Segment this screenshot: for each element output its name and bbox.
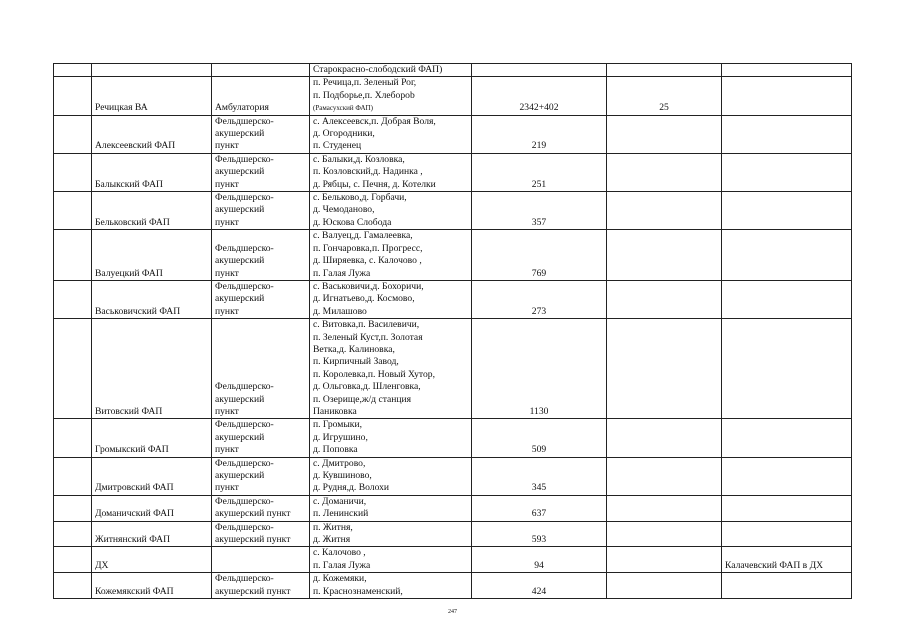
- cell-index: [54, 495, 92, 521]
- settlements-text: с. Валуец,д. Гамалеевка, п. Гончаровка,п. Прогресс, д. Ширяевка, с. Калочово , п. Галая Лужа: [313, 230, 423, 279]
- settlements-note: (Рамасухский ФАП): [313, 104, 373, 113]
- cell-population: 345: [472, 457, 607, 495]
- cell-index: [54, 153, 92, 191]
- cell-extra: [607, 115, 722, 153]
- cell-population: 1130: [472, 319, 607, 419]
- cell-name: Бельковский ФАП: [92, 192, 212, 230]
- cell-index: [54, 115, 92, 153]
- cell-settlements: [310, 495, 472, 521]
- cell-index: [54, 547, 92, 573]
- cell-population: 273: [472, 280, 607, 318]
- cell-population: 94: [472, 547, 607, 573]
- cell-note: [722, 521, 852, 547]
- cell-index: [54, 77, 92, 115]
- table-row: [54, 419, 852, 457]
- cell-extra: [607, 192, 722, 230]
- cell-settlements: [310, 419, 472, 457]
- cell-index: [54, 521, 92, 547]
- cell-settlements: [310, 521, 472, 547]
- cell-name: Алексеевский ФАП: [92, 115, 212, 153]
- settlements-text: п. Громыки, д. Игрушино, д. Поповка: [313, 419, 368, 456]
- cell-extra: 25: [607, 77, 722, 115]
- cell-note: [722, 115, 852, 153]
- cell-note: [722, 153, 852, 191]
- settlements-text: с. Балыки,д. Козловка, п. Козловский,д. Надинка , д. Рябцы, с. Печня, д. Котелки: [313, 153, 436, 190]
- cell-name: Витовский ФАП: [92, 319, 212, 419]
- cell-population: 357: [472, 192, 607, 230]
- table-body: [54, 64, 852, 599]
- cell-extra: [607, 319, 722, 419]
- cell-type: [212, 547, 310, 573]
- settlements-text: с. Калочово , п. Галая Лужа: [313, 547, 371, 571]
- cell-settlements: [310, 573, 472, 599]
- cell-extra: [607, 457, 722, 495]
- cell-extra: [607, 153, 722, 191]
- settlements-text: с. Алексеевск,п. Добрая Воля, д. Огородники, п. Студенец: [313, 115, 436, 152]
- cell-name: Кожемякский ФАП: [92, 573, 212, 599]
- cell-settlements: [310, 230, 472, 281]
- cell-type: Фельдшерско- акушерский пункт: [212, 573, 310, 599]
- cell-note: [722, 192, 852, 230]
- cell-population: 2342+402: [472, 77, 607, 115]
- cell-settlements: [310, 457, 472, 495]
- cell-type: Фельдшерско- акушерский пункт: [212, 230, 310, 281]
- cell-settlements-top: Старокрасно-слободский ФАП): [310, 64, 472, 77]
- settlements-text: с. Бельково,д. Горбачи, д. Чемоданово, д. Юскова Слобода: [313, 192, 407, 228]
- cell-note: [722, 280, 852, 318]
- cell-settlements: [310, 547, 472, 573]
- cell-type: Фельдшерско- акушерский пункт: [212, 115, 310, 153]
- cell-note: [722, 319, 852, 419]
- table-row-top: [54, 64, 852, 77]
- cell-population: 251: [472, 153, 607, 191]
- cell-type: Фельдшерско- акушерский пункт: [212, 495, 310, 521]
- cell-extra: [607, 573, 722, 599]
- cell-population: 509: [472, 419, 607, 457]
- cell-name: Валуецкий ФАП: [92, 230, 212, 281]
- cell-note: [722, 77, 852, 115]
- cell-index: [54, 419, 92, 457]
- settlements-text: п. Житня, д. Житня: [313, 521, 353, 546]
- table-row: [54, 521, 852, 547]
- cell-population: 219: [472, 115, 607, 153]
- cell-settlements: [310, 192, 472, 230]
- cell-extra: [607, 280, 722, 318]
- cell-empty: [607, 64, 722, 77]
- settlements-text: с. Доманичи, п. Ленинский: [313, 495, 369, 520]
- cell-type: Амбулатория: [212, 77, 310, 115]
- cell-type: Фельдшерско- акушерский пункт: [212, 419, 310, 457]
- fap-table: [53, 63, 852, 599]
- cell-index: [54, 192, 92, 230]
- cell-extra: [607, 230, 722, 281]
- cell-note: [722, 457, 852, 495]
- cell-name: Васьковичский ФАП: [92, 280, 212, 318]
- cell-type: Фельдшерско- акушерский пункт: [212, 280, 310, 318]
- cell-type: Фельдшерско- акушерский пункт: [212, 192, 310, 230]
- cell-name: Доманичский ФАП: [92, 495, 212, 521]
- cell-settlements: [310, 319, 472, 419]
- settlements-text: п. Речица,п. Зеленый Рог, п. Подборье,п. Хлеборob: [313, 77, 417, 101]
- cell-index: [54, 280, 92, 318]
- cell-population: 593: [472, 521, 607, 547]
- table-row: [54, 280, 852, 318]
- table-row: [54, 457, 852, 495]
- cell-settlements: [310, 153, 472, 191]
- settlements-text: с. Дмитрово, д. Кувшиново, д. Рудня,д. Волохи: [313, 457, 390, 494]
- table-row: [54, 573, 852, 599]
- cell-population: 424: [472, 573, 607, 599]
- cell-name: Балыкский ФАП: [92, 153, 212, 191]
- table-row: [54, 115, 852, 153]
- table-row: [54, 230, 852, 281]
- cell-extra: [607, 547, 722, 573]
- table-row: [54, 319, 852, 419]
- table-row: [54, 495, 852, 521]
- cell-note: [722, 230, 852, 281]
- cell-name: Житнянский ФАП: [92, 521, 212, 547]
- cell-note: [722, 419, 852, 457]
- table-row: [54, 192, 852, 230]
- cell-note: [722, 573, 852, 599]
- cell-index: [54, 573, 92, 599]
- table-row: [54, 153, 852, 191]
- cell-name: Речицкая ВА: [92, 77, 212, 115]
- cell-index: [54, 319, 92, 419]
- cell-type: Фельдшерско- акушерский пункт: [212, 521, 310, 547]
- cell-note: Калачевский ФАП в ДХ: [722, 547, 852, 573]
- cell-population: 637: [472, 495, 607, 521]
- settlements-text: с. Витовка,п. Василевичи, п. Зеленый Куст,п. Золотая Ветка,д. Калиновка, п. Кирпичный Завод, п. Королевка,п. Новый Хутор, д. Ольговка,д. Шленговка, п. Озерище,ж/д станция Паниковка: [313, 319, 435, 417]
- table-row: [54, 547, 852, 573]
- table-row: [54, 77, 852, 115]
- cell-name: Громыкский ФАП: [92, 419, 212, 457]
- cell-index: [54, 457, 92, 495]
- cell-note: [722, 495, 852, 521]
- cell-empty: [54, 64, 92, 77]
- cell-name: Дмитровский ФАП: [92, 457, 212, 495]
- cell-type: Фельдшерско- акушерский пункт: [212, 457, 310, 495]
- cell-type: Фельдшерско- акушерский пункт: [212, 153, 310, 191]
- cell-settlements: [310, 280, 472, 318]
- cell-settlements: [310, 77, 472, 115]
- cell-empty: [92, 64, 212, 77]
- cell-settlements: [310, 115, 472, 153]
- cell-extra: [607, 419, 722, 457]
- cell-empty: [212, 64, 310, 77]
- page-number: 247: [448, 609, 457, 615]
- cell-name: ДХ: [92, 547, 212, 573]
- cell-population: 769: [472, 230, 607, 281]
- cell-empty: [472, 64, 607, 77]
- cell-type: Фельдшерско- акушерский пункт: [212, 319, 310, 419]
- cell-extra: [607, 495, 722, 521]
- cell-extra: [607, 521, 722, 547]
- cell-empty: [722, 64, 852, 77]
- settlements-text: д. Кожемяки, п. Краснознаменский,: [313, 573, 403, 597]
- cell-index: [54, 230, 92, 281]
- settlements-text: с. Васьковичи,д. Бохоричи, д. Игнатьево,д. Космово, д. Милашово: [313, 280, 424, 317]
